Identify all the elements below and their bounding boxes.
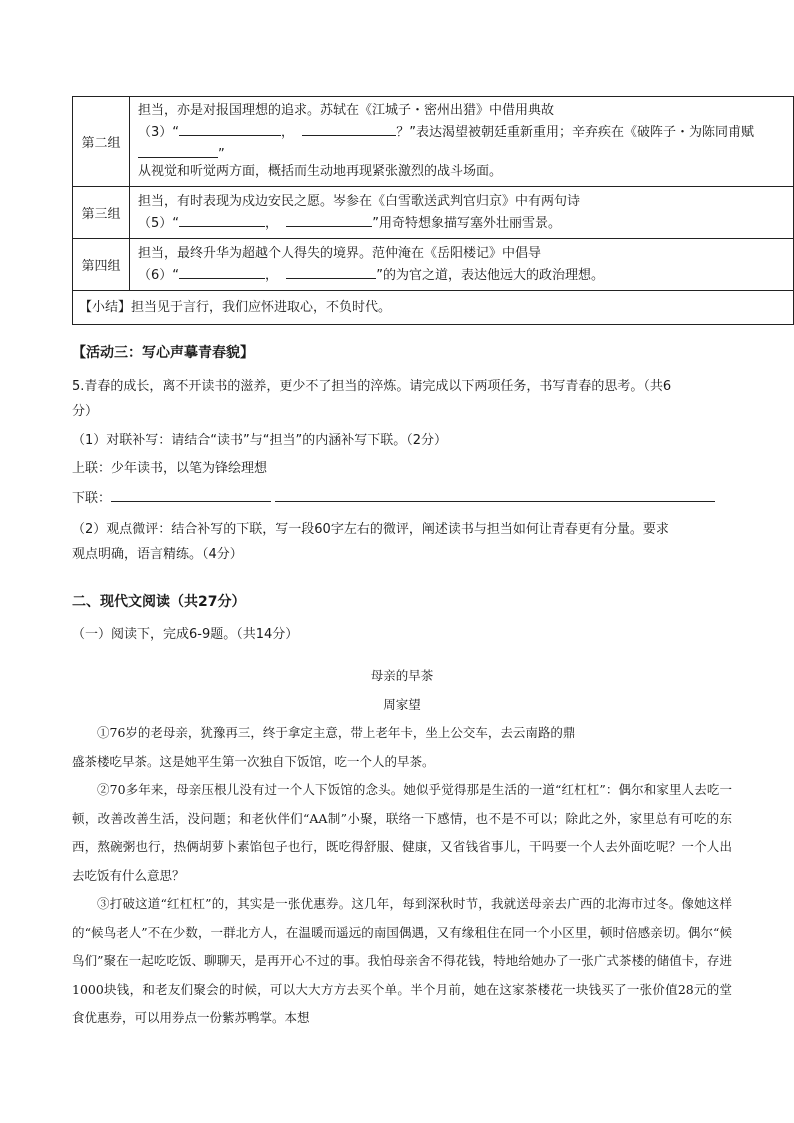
question-number: （3）“: [138, 125, 180, 140]
group-text-line: 担当，有时表现为戍边安民之愿。岑参在《白雪歌送武判官归京》中有两句诗: [138, 193, 581, 209]
answer-blank[interactable]: [138, 143, 218, 158]
activity3-heading: 【活动三：写心声摹青春貌】: [72, 345, 254, 361]
essay-author: 周家望: [383, 696, 421, 712]
summary-row: [73, 291, 794, 325]
group-fill-line: [138, 143, 785, 161]
answer-blank[interactable]: [179, 264, 265, 279]
q5-sub2-line1: （2）观点微评：结合补写的下联，写一段60字左右的微评，阐述读书与担当如何让青春更有分量。要求: [72, 522, 669, 537]
group-row-4: [73, 239, 794, 291]
q5-sub1: （1）对联补写：请结合“读书”与“担当”的内涵补写下联。（2分）: [72, 433, 447, 448]
group-fill-line: [138, 212, 785, 234]
separator: ，: [265, 267, 279, 283]
essay-paragraph-3: ③打破这道“红杠杠”的，其实是一张优惠券。这几年，每到深秋时节，我就送母亲去广西的北海市过冬。像她这样的“候鸟老人”不在少数，一群北方人，在温暖而遥远的南国偶遇，又有缘租住在同一个小区里，顿时倍感亲切。偶尔“候鸟们”聚在一起吃吃饭、聊聊天，是再开心不过的事。我怕母亲舍不得花钱，特地给她办了一张广式茶楼的储值卡，存进1000块钱，和老友们聚会的时候，可以大大方方去买个单。半个月前，她在这家茶楼花一块钱买了一张价值28元的堂食优惠券，可以用券点一份紫苏鸭掌。本想: [72, 896, 732, 1025]
group-fill-line: [138, 264, 785, 286]
group-text: ”用奇特想象描写塞外壮丽雪景。: [372, 215, 562, 231]
couplet-lower-line: [72, 487, 715, 510]
answer-blank[interactable]: [111, 487, 271, 502]
couplet-upper: 上联：少年读书，以笔为锋绘理想: [72, 461, 268, 476]
group-content: [130, 239, 794, 291]
quote-mark: ”: [218, 147, 225, 162]
group-label: 第二组: [73, 97, 130, 187]
q5-text-line2: 分）: [72, 404, 99, 419]
group-text: ？”表达渴望被朝廷重新重用；辛弃疾在《破阵子・为陈同甫赋: [396, 125, 755, 140]
group-row-3: [73, 187, 794, 239]
answer-blank[interactable]: [179, 212, 265, 227]
couplet-lower-label: 下联：: [72, 491, 112, 506]
answer-blank[interactable]: [286, 264, 376, 279]
answer-blank[interactable]: [275, 487, 715, 502]
essay-title: 母亲的早茶: [370, 668, 434, 683]
answer-blank[interactable]: [286, 212, 372, 227]
q5-sub2-line2: 观点明确，语言精练。（4分）: [72, 547, 243, 562]
essay-paragraph-1-line1: ①76岁的老母亲，犹豫再三，终于拿定主意，带上老年卡，坐上公交车，去云南路的鼎: [97, 725, 576, 740]
section2-heading: 二、现代文阅读（共27分）: [72, 594, 246, 610]
answer-blank[interactable]: [179, 121, 281, 136]
essay-paragraph-1-line2: 盛茶楼吃早茶。这是她平生第一次独自下饭馆，吃一个人的早茶。: [72, 753, 435, 769]
group-content: [130, 97, 794, 187]
group-content: [130, 187, 794, 239]
summary-text: 【小结】担当见于言行，我们应怀进取心，不负时代。: [73, 291, 794, 325]
group-row-2: [73, 97, 794, 187]
separator: ，: [265, 215, 279, 231]
essay-paragraph-2: ②70多年来，母亲压根儿没有过一个人下饭馆的念头。她似乎觉得那是生活的一道“红杠杠”：偶尔和家里人去吃一顿，改善改善生活，没问题；和老伙伴们“AA制”小聚，联络一下感情，也不是不可以；除此之外，家里总有可吃的东西，熬碗粥也行，热俩胡萝卜素馅包子也行，既吃得舒服、健康，又省钱省事儿，干吗要一个人去外面吃呢？一个人出去吃饭有什么意思？: [72, 782, 732, 883]
group-table: [72, 96, 794, 325]
q5-text-line1: 5.青春的成长，离不开读书的滋养，更少不了担当的淬炼。请完成以下两项任务，书写青春的思考。（共6: [72, 379, 672, 394]
group-text: ”的为官之道，表达他远大的政治理想。: [376, 267, 605, 283]
group-label: 第三组: [73, 187, 130, 239]
group-text-line: 担当，最终升华为超越个人得失的境界。范仲淹在《岳阳楼记》中倡导: [138, 245, 542, 261]
group-text-line: 担当，亦是对报国理想的追求。苏轼在《江城子・密州出猎》中借用典故: [138, 103, 555, 118]
group-fill-line: [138, 121, 785, 143]
question-number: （5）“: [138, 215, 180, 231]
section2-sub: （一）阅读下，完成6-9题。（共14分）: [72, 627, 299, 642]
separator: ，: [281, 125, 295, 140]
question-number: （6）“: [138, 267, 180, 283]
group-label: 第四组: [73, 239, 130, 291]
group-text-line: 从视觉和听觉两方面，概括而生动地再现紧张激烈的战斗场面。: [138, 164, 503, 179]
essay: [72, 662, 732, 1033]
answer-blank[interactable]: [302, 121, 396, 136]
